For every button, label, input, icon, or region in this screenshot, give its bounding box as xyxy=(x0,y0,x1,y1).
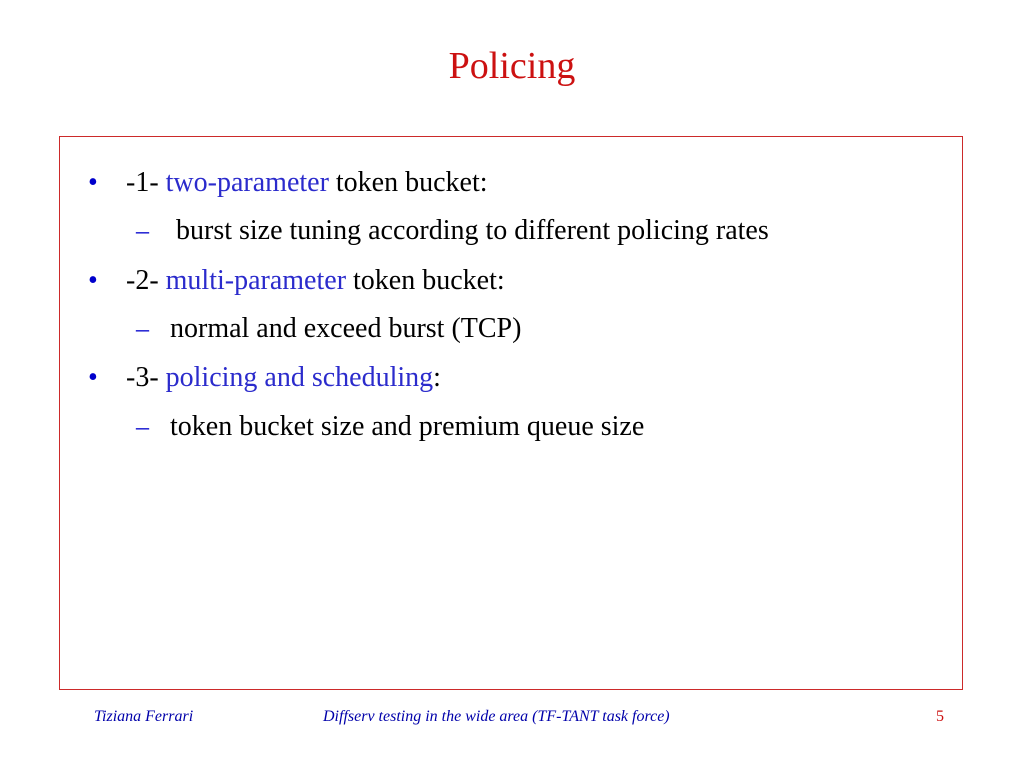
dash-icon: – xyxy=(136,412,149,441)
bullet-icon: • xyxy=(88,265,98,296)
bullet-suffix: token bucket: xyxy=(328,167,488,198)
bullet-icon: • xyxy=(88,167,98,198)
bullet-item-2 xyxy=(126,264,505,298)
dash-icon: – xyxy=(136,314,149,343)
footer-author: Tiziana Ferrari xyxy=(94,708,194,725)
bullet-prefix: -2- xyxy=(126,265,166,296)
bullet-item-1 xyxy=(126,166,488,200)
footer-title: Diffserv testing in the wide area (TF-TANT task force) xyxy=(323,708,670,725)
bullet-highlight: two-parameter xyxy=(165,167,329,198)
sub-item-1: burst size tuning according to different policing rates xyxy=(176,215,769,246)
bullet-highlight: multi-parameter xyxy=(165,265,347,296)
dash-icon: – xyxy=(136,216,149,245)
page-number: 5 xyxy=(936,708,944,725)
sub-item-3: token bucket size and premium queue size xyxy=(170,411,645,442)
bullet-suffix: : xyxy=(433,362,441,393)
bullet-icon: • xyxy=(88,362,98,393)
sub-item-2: normal and exceed burst (TCP) xyxy=(170,313,522,344)
bullet-suffix: token bucket: xyxy=(346,265,505,296)
bullet-item-3 xyxy=(126,361,441,395)
bullet-highlight: policing and scheduling xyxy=(165,362,434,393)
slide-title: Policing xyxy=(448,45,576,87)
bullet-prefix: -3- xyxy=(126,362,166,393)
bullet-prefix: -1- xyxy=(126,167,166,198)
